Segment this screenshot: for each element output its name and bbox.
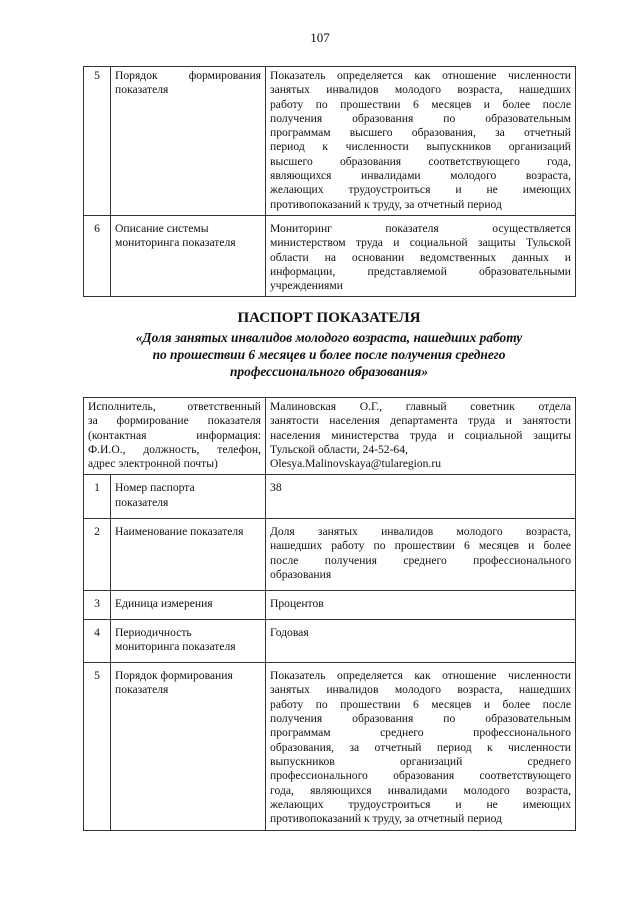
row-number: 1 [84,475,111,519]
table-row-executor [84,398,576,475]
row-number: 2 [84,519,111,591]
passport-subtitle: «Доля занятых инвалидов молодого возраста, нашедших работу по прошествии 6 месяцев и более после получения среднего профессионального образования» [135,330,523,379]
executor-email: Olesya.Malinovskaya@tularegion.ru [270,457,442,471]
table-row [84,619,576,663]
row-value: Мониторинг показателя осуществляется министерством труда и социальной защиты Тульской области на основании ведомственных данных и информации, представляемой образовательными учреждениями [266,215,576,296]
executor-label: Исполнитель, ответственный за формирование показателя (контактная информация: Ф.И.О., должность, телефон, адрес электронной почты) [84,398,266,475]
executor-value: Малиновская О.Г., главный советник отдела занятости населения департамента труда и занятости населения министерства труда и социальной защиты Тульской области, 24-52-64, Olesya.Malinovskaya@tularegion.ru [266,398,576,475]
table-row [84,475,576,519]
row-number: 6 [84,215,111,296]
row-value: Процентов [266,591,576,619]
table-row [84,67,576,216]
row-value: Годовая [266,619,576,663]
row-name: Номер паспорта показателя [111,475,266,519]
row-value: Показатель определяется как отношение численности занятых инвалидов молодого возраста, нашедших работу по прошествии 6 месяцев и более после получения образования по образовательным программам высшего образования, за отчетный период к численности выпускников организаций высшего образования соответствующего года, являющихся инвалидами молодого возраста, желающих трудоустроиться и не имеющих противопоказаний к труду, за отчетный период [266,67,576,216]
table-row [84,215,576,296]
row-value: Показатель определяется как отношение численности занятых инвалидов молодого возраста, нашедших работу по прошествии 6 месяцев и более после получения образования по образовательным программам среднего профессионального образования, за отчетный период к численности выпускников организаций среднего профессионального образования соответствующего года, являющихся инвалидами молодого возраста, желающих трудоустроиться и не имеющих противопоказаний к труду, за отчетный период [266,663,576,831]
indicator-passport-table [83,397,576,831]
row-number: 5 [84,67,111,216]
table-row [84,663,576,831]
row-number: 4 [84,619,111,663]
row-value: 38 [266,475,576,519]
indicator-table-continued [83,66,576,297]
row-name: Порядок формирования показателя [111,67,266,216]
row-value: Доля занятых инвалидов молодого возраста, нашедших работу по прошествии 6 месяцев и более после получения среднего профессионального образования [266,519,576,591]
page-number: 107 [310,30,330,45]
row-name: Порядок формирования показателя [111,663,266,831]
passport-title: ПАСПОРТ ПОКАЗАТЕЛЯ [237,310,421,326]
table-row [84,519,576,591]
row-name: Наименование показателя [111,519,266,591]
table-row [84,591,576,619]
row-name: Описание системы мониторинга показателя [111,215,266,296]
row-name: Единица измерения [111,591,266,619]
row-number: 3 [84,591,111,619]
row-number: 5 [84,663,111,831]
row-name: Периодичность мониторинга показателя [111,619,266,663]
